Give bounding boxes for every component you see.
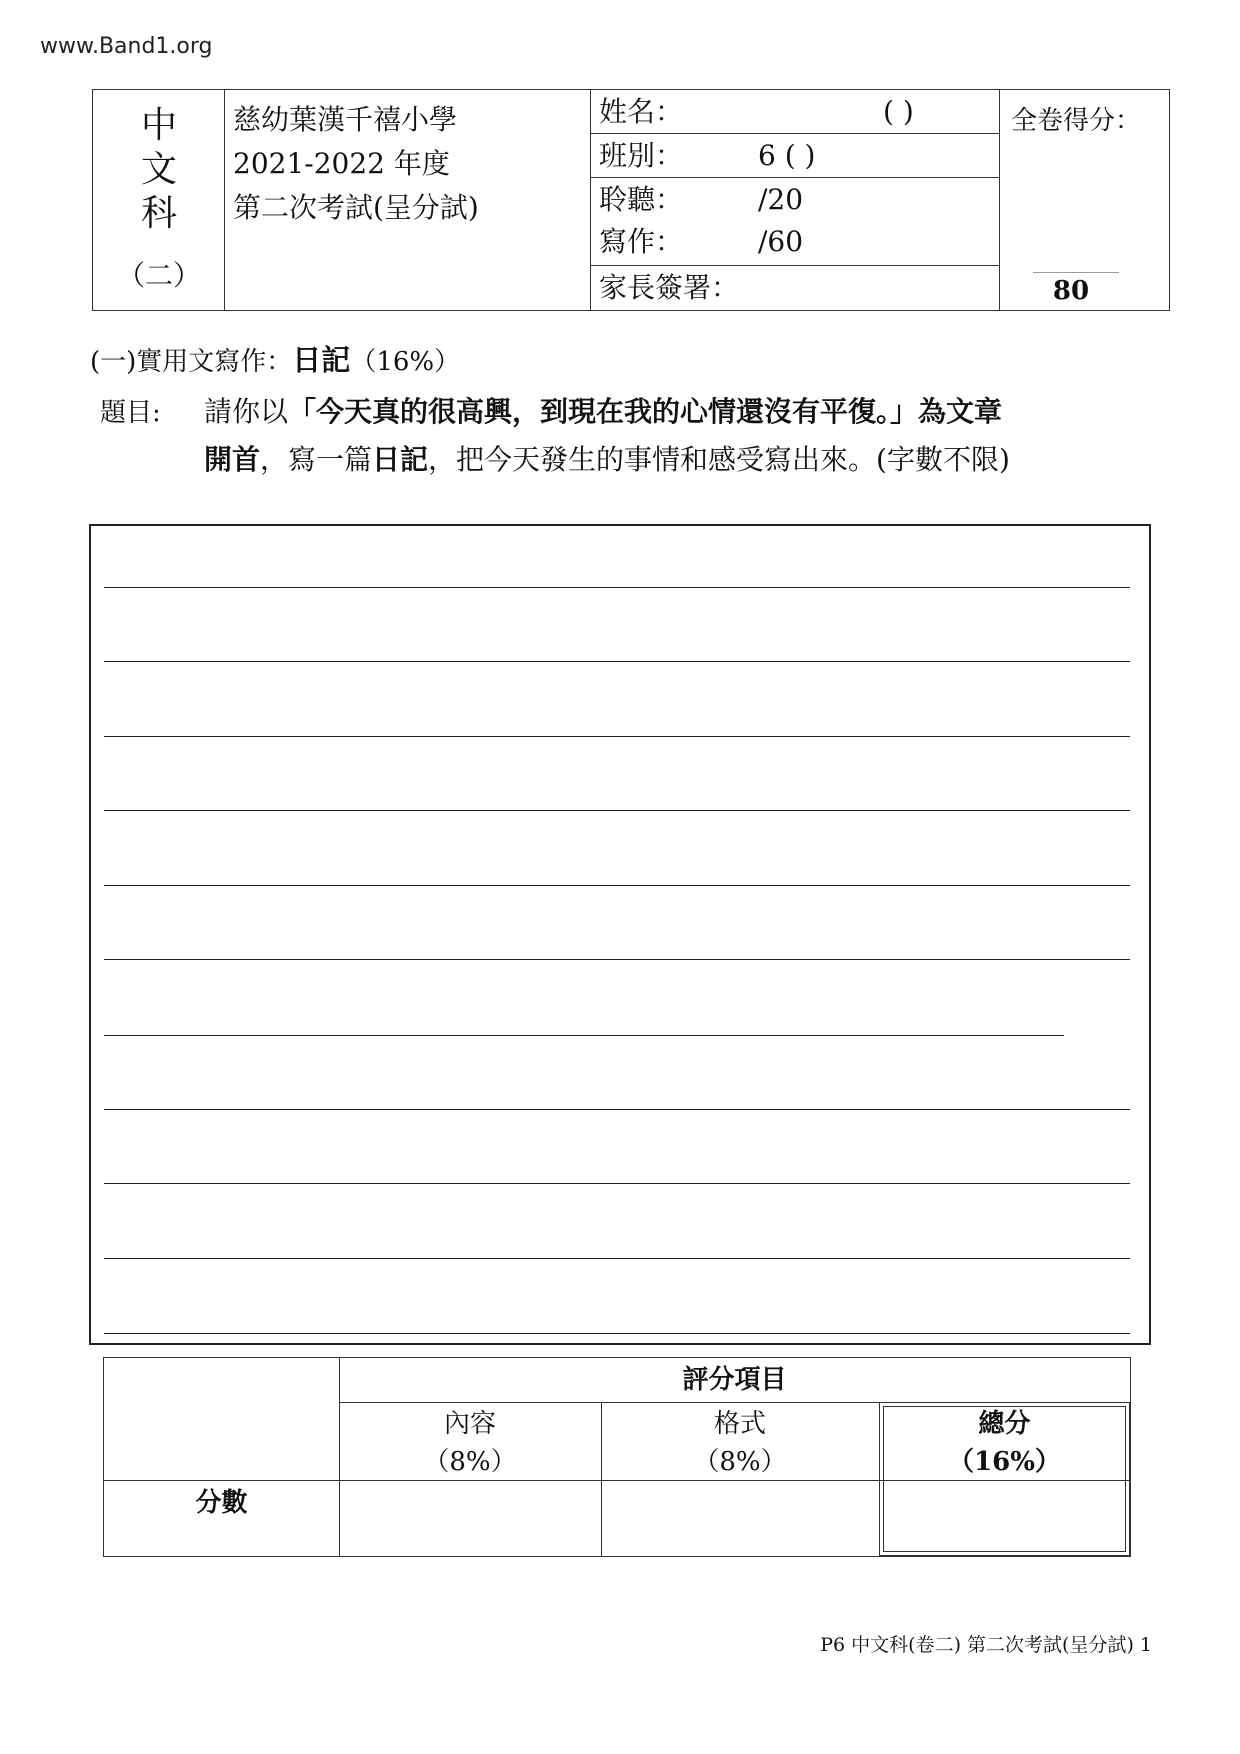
content-score-cell[interactable] (341, 1482, 599, 1554)
writing-line[interactable] (104, 959, 1130, 960)
format-percent: （8%） (693, 1447, 787, 1477)
section-topic: 日記 (292, 343, 351, 377)
question-text: 請你以 (204, 395, 289, 428)
section-marks: （16%） (350, 347, 461, 377)
question-line-1 (204, 390, 1002, 430)
section-title (90, 338, 460, 379)
writing-label: 寫作： (599, 225, 684, 258)
question-line-2 (204, 438, 1010, 478)
header-table (92, 89, 1170, 311)
total-score-max: 80 (1052, 276, 1090, 306)
listening-label: 聆聽： (599, 183, 684, 216)
subject-char: 文 (140, 149, 177, 190)
format-score-cell[interactable] (603, 1482, 877, 1554)
total-percent: （16%） (948, 1447, 1061, 1477)
writing-line[interactable] (104, 1333, 1130, 1334)
name-paren[interactable]: ( ) (883, 95, 914, 128)
scoring-table (103, 1357, 1131, 1557)
writing-score: /60 (758, 225, 804, 258)
writing-line[interactable] (104, 587, 1130, 588)
total-label: 總分 (978, 1409, 1031, 1439)
total-score-label: 全卷得分： (1011, 106, 1142, 136)
format-label: 格式 (713, 1409, 766, 1439)
exam-name: 第二次考試(呈分試) (233, 191, 479, 224)
writing-line[interactable] (104, 1109, 1130, 1110)
writing-line[interactable] (104, 810, 1130, 811)
school-name: 慈幼葉漢千禧小學 (233, 103, 458, 136)
content-label: 內容 (443, 1409, 496, 1439)
format-header (601, 1405, 879, 1481)
watermark: www.Band1.org (40, 34, 213, 59)
writing-line[interactable] (104, 1035, 1064, 1036)
writing-line[interactable] (104, 661, 1130, 662)
subject-char: 科 (140, 193, 177, 234)
total-score-cell[interactable] (885, 1486, 1125, 1550)
section-prefix: (一)實用文寫作： (90, 347, 293, 377)
paper-number: （二） (116, 259, 201, 292)
score-row-label: 分數 (195, 1488, 248, 1518)
content-percent: （8%） (423, 1447, 517, 1477)
writing-area[interactable] (89, 524, 1151, 1345)
question-bold: 日記 (372, 443, 429, 476)
total-header (879, 1405, 1130, 1481)
writing-line[interactable] (104, 1183, 1130, 1184)
question-label: 題目: (100, 398, 161, 428)
question-text: ，把今天發生的事情和感受寫出來。(字數不限) (428, 443, 1010, 476)
question-quote: 「今天真的很高興，到現在我的心情還沒有平復。」為文章 (288, 395, 1003, 428)
name-label: 姓名： (599, 95, 684, 128)
scoring-header: 評分項目 (682, 1365, 787, 1395)
writing-line[interactable] (104, 885, 1130, 886)
subject-label (93, 90, 225, 312)
page-footer: P6 中文科(卷二) 第二次考試(呈分試) 1 (820, 1634, 1152, 1656)
writing-line[interactable] (104, 736, 1130, 737)
question-text: ，寫一篇 (260, 443, 373, 476)
listening-score: /20 (758, 183, 804, 216)
school-year: 2021-2022 年度 (233, 147, 450, 180)
parent-signature-label: 家長簽署： (599, 271, 740, 304)
class-value[interactable]: 6 ( ) (758, 139, 816, 172)
question-bold: 開首 (204, 443, 261, 476)
content-header (339, 1405, 601, 1481)
school-info (233, 98, 479, 230)
class-label: 班別： (599, 139, 684, 172)
subject-char: 中 (140, 105, 177, 146)
writing-line[interactable] (104, 1258, 1130, 1259)
